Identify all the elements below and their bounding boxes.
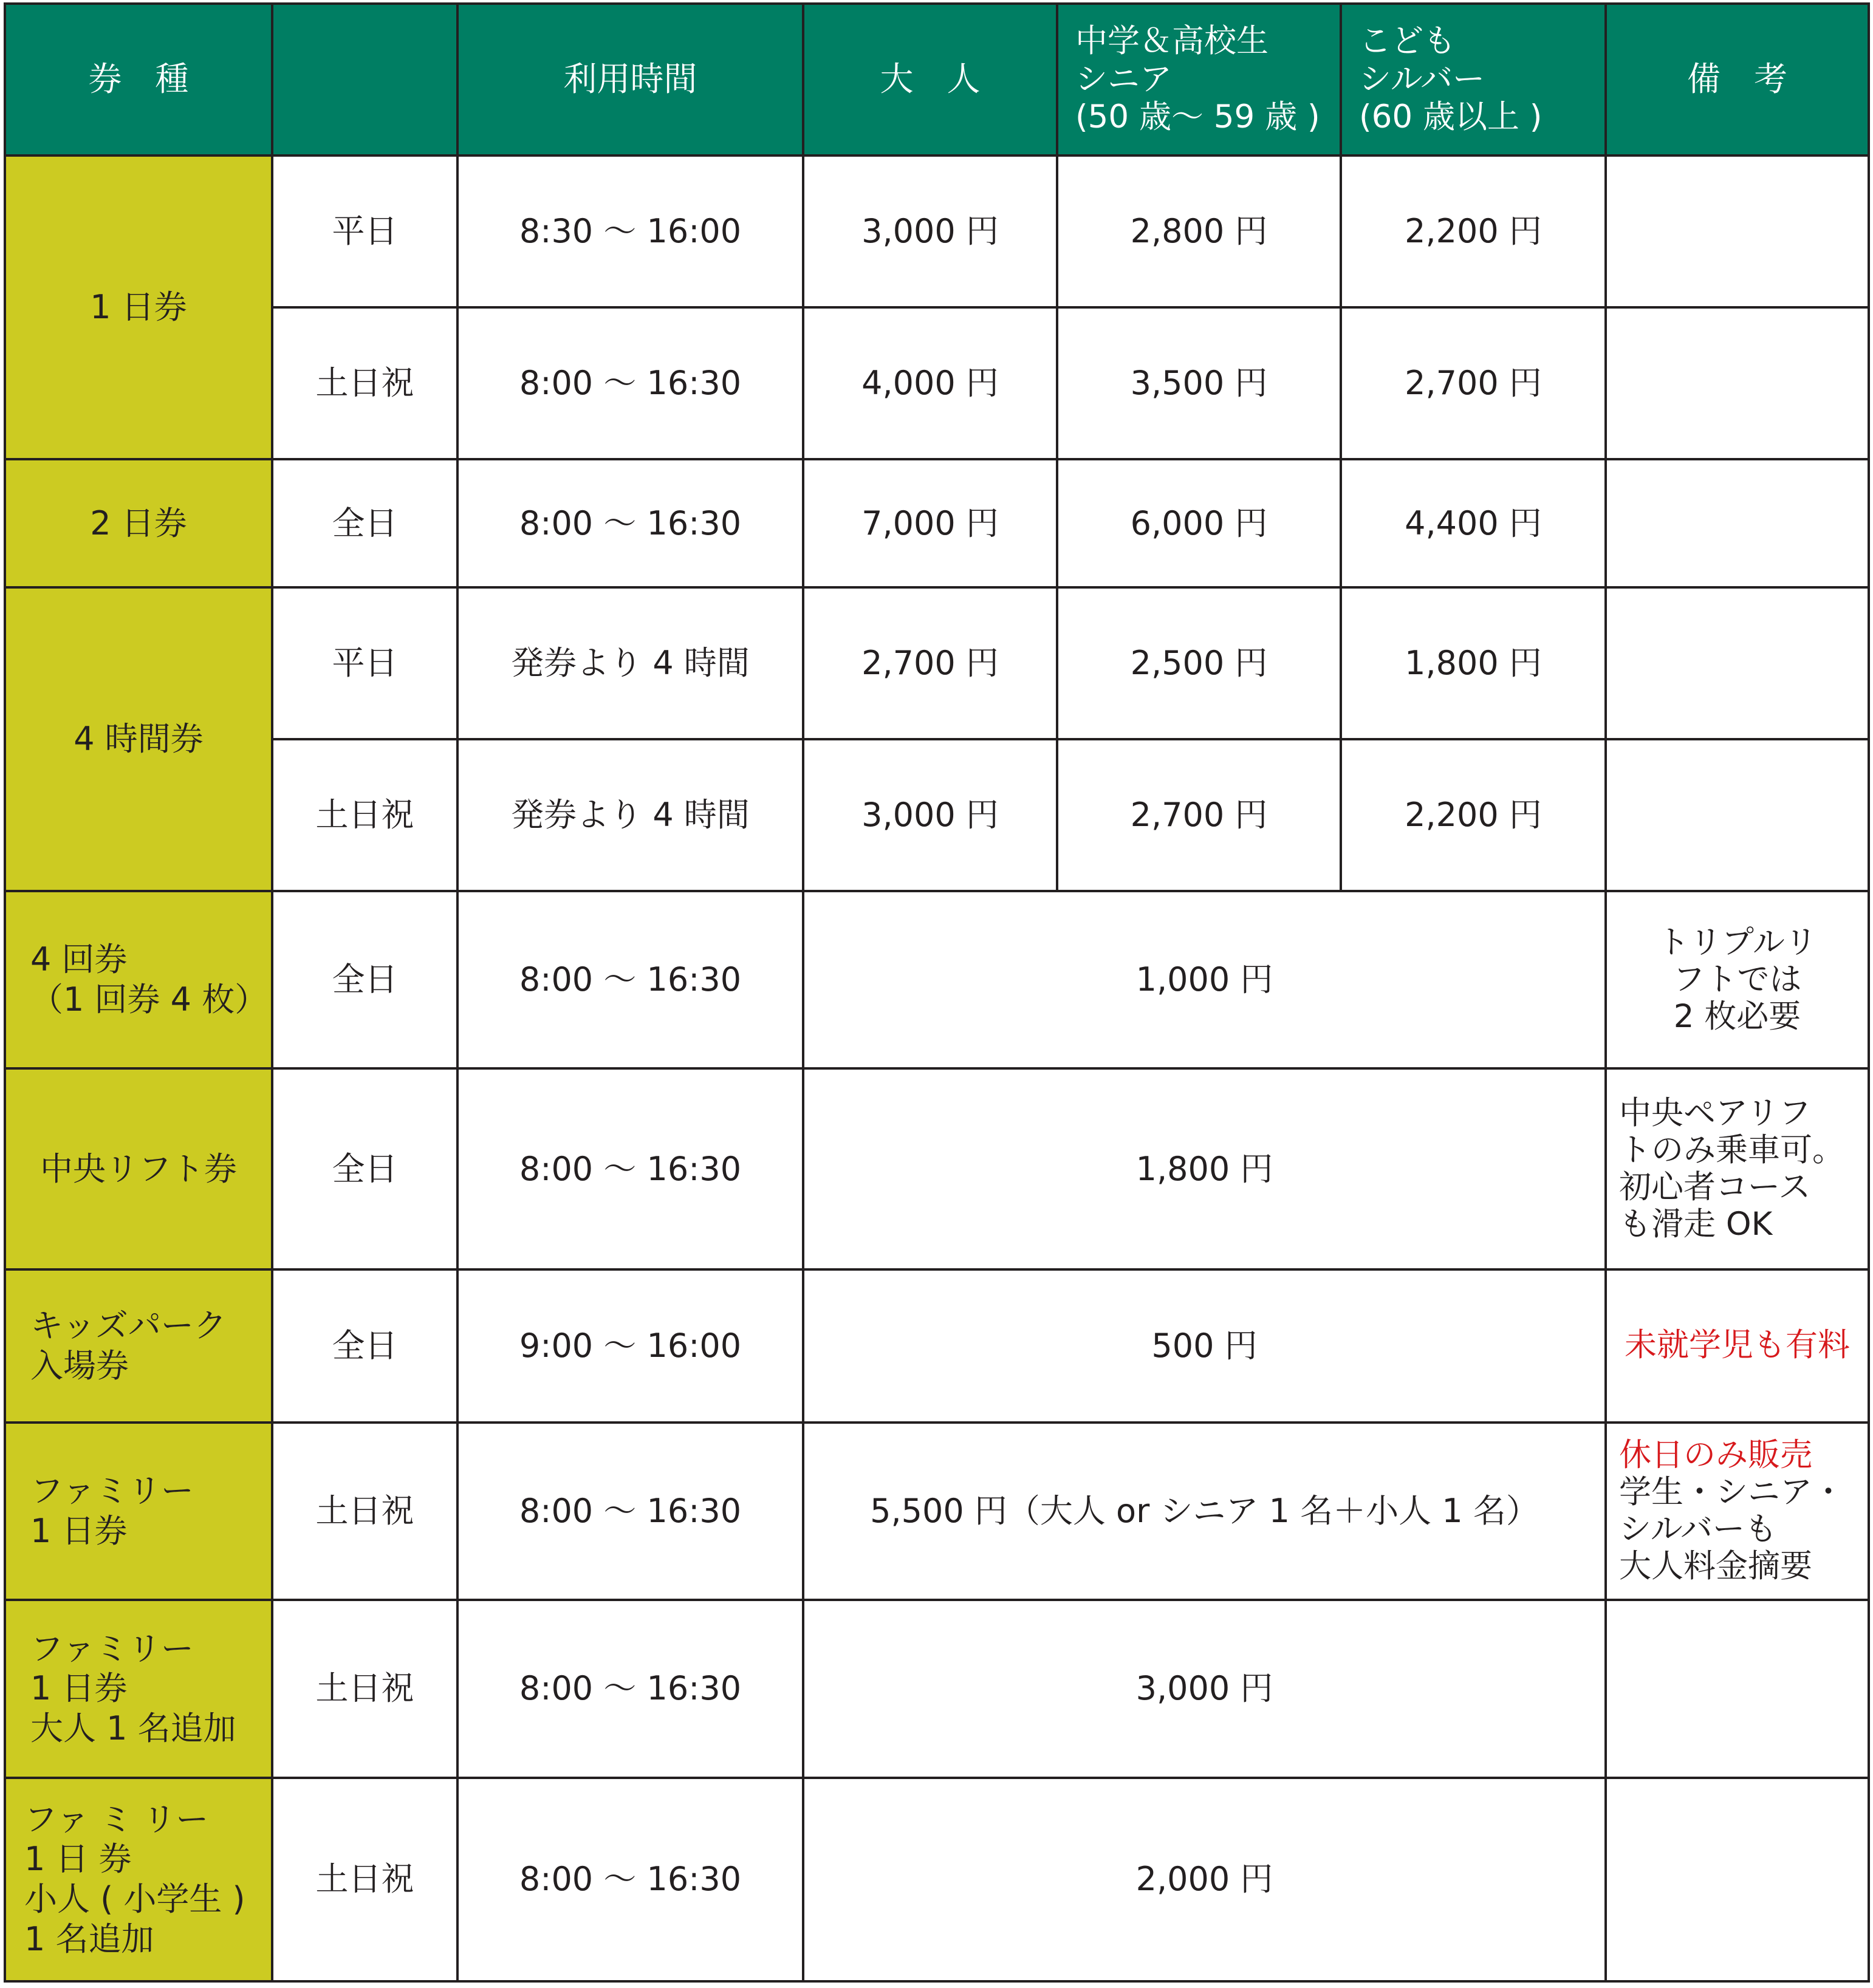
header-period <box>272 4 457 155</box>
period-cell: 平日 <box>272 587 457 739</box>
period-cell: 平日 <box>272 155 457 307</box>
hours-cell: 8:00 〜 16:30 <box>457 1068 803 1269</box>
period-cell: 土日祝 <box>272 739 457 891</box>
period-cell: 土日祝 <box>272 1423 457 1600</box>
table-row <box>5 1600 1869 1777</box>
note-line: 2 枚必要 <box>1673 997 1801 1035</box>
price-adult: 3,000 円 <box>803 739 1057 891</box>
table-row <box>5 1068 1869 1269</box>
hours-cell: 8:30 〜 16:00 <box>457 155 803 307</box>
type-line: 小人 ( 小学生 ) <box>24 1880 245 1919</box>
hours-cell: 発券より 4 時間 <box>457 739 803 891</box>
price-child: 2,200 円 <box>1341 739 1606 891</box>
header-child-line3: (60 歳以上 ) <box>1359 98 1543 136</box>
type-line: 1 日券 <box>30 1669 128 1708</box>
hours-cell: 8:00 〜 16:30 <box>457 459 803 587</box>
header-hours: 利用時間 <box>457 4 803 155</box>
ticket-type-four-hour: 4 時間券 <box>5 587 272 891</box>
note-line-red: 休日のみ販売 <box>1619 1436 1812 1474</box>
price-adult: 3,000 円 <box>803 155 1057 307</box>
ticket-type-family-adult <box>5 1600 272 1777</box>
type-line: ファミリー <box>30 1472 194 1511</box>
type-line: ファミリー <box>30 1629 194 1668</box>
note-line: トのみ乗車可。 <box>1619 1131 1844 1169</box>
type-line: （1 回券 4 枚） <box>30 980 268 1019</box>
table-row <box>5 155 1869 307</box>
period-cell: 全日 <box>272 1068 457 1269</box>
ticket-type-one-day: 1 日券 <box>5 155 272 459</box>
table-row <box>5 459 1869 587</box>
type-line: キッズパーク <box>30 1307 227 1345</box>
note-line: シルバーも <box>1619 1511 1777 1548</box>
type-line: 大人 1 名追加 <box>30 1709 236 1748</box>
header-notes: 備 考 <box>1606 4 1869 155</box>
type-line: 4 回券 <box>30 940 128 979</box>
note-cell <box>1606 1600 1869 1777</box>
price-adult: 2,700 円 <box>803 587 1057 739</box>
note-cell <box>1606 459 1869 587</box>
header-ticket-type: 券 種 <box>5 4 272 155</box>
price-child: 1,800 円 <box>1341 587 1606 739</box>
ticket-price-table <box>4 2 1870 1983</box>
table-row <box>5 587 1869 739</box>
price-child: 2,700 円 <box>1341 307 1606 459</box>
price-adult: 7,000 円 <box>803 459 1057 587</box>
period-cell: 土日祝 <box>272 1600 457 1777</box>
note-line: フトでは <box>1673 960 1802 998</box>
note-cell <box>1606 1423 1869 1600</box>
period-cell: 土日祝 <box>272 307 457 459</box>
note-cell <box>1606 891 1869 1068</box>
price-all: 2,000 円 <box>803 1778 1606 1981</box>
period-cell: 全日 <box>272 459 457 587</box>
price-junior: 2,800 円 <box>1057 155 1341 307</box>
price-junior: 6,000 円 <box>1057 459 1341 587</box>
hours-cell: 8:00 〜 16:30 <box>457 307 803 459</box>
note-cell <box>1606 587 1869 739</box>
price-junior: 2,700 円 <box>1057 739 1341 891</box>
note-cell <box>1606 1068 1869 1269</box>
period-cell: 全日 <box>272 891 457 1068</box>
price-all: 5,500 円（大人 or シニア 1 名＋小人 1 名） <box>803 1423 1606 1600</box>
type-line: 1 日券 <box>30 1512 128 1551</box>
hours-cell: 発券より 4 時間 <box>457 587 803 739</box>
header-child-line1: こども <box>1359 22 1456 60</box>
period-cell: 全日 <box>272 1269 457 1423</box>
hours-cell: 8:00 〜 16:30 <box>457 1778 803 1981</box>
ticket-type-two-day: 2 日券 <box>5 459 272 587</box>
price-all: 1,000 円 <box>803 891 1606 1068</box>
period-cell: 土日祝 <box>272 1778 457 1981</box>
header-junior-line3: (50 歳〜 59 歳 ) <box>1075 98 1320 136</box>
table-row <box>5 1778 1869 1981</box>
note-cell-red: 未就学児も有料 <box>1606 1269 1869 1423</box>
table-row <box>5 739 1869 891</box>
price-adult: 4,000 円 <box>803 307 1057 459</box>
price-junior: 3,500 円 <box>1057 307 1341 459</box>
price-all: 500 円 <box>803 1269 1606 1423</box>
ticket-type-family-child <box>5 1778 272 1981</box>
header-junior-senior <box>1057 4 1341 155</box>
note-cell <box>1606 739 1869 891</box>
price-child: 2,200 円 <box>1341 155 1606 307</box>
ticket-type-four-ride <box>5 891 272 1068</box>
header-adult: 大 人 <box>803 4 1057 155</box>
price-all: 1,800 円 <box>803 1068 1606 1269</box>
header-child-silver <box>1341 4 1606 155</box>
hours-cell: 9:00 〜 16:00 <box>457 1269 803 1423</box>
hours-cell: 8:00 〜 16:30 <box>457 1600 803 1777</box>
type-line: ファ ミ リー <box>24 1800 209 1839</box>
ticket-type-center-lift: 中央リフト券 <box>5 1068 272 1269</box>
note-line: トリプルリ <box>1657 923 1817 961</box>
table-row <box>5 1423 1869 1600</box>
price-all: 3,000 円 <box>803 1600 1606 1777</box>
note-line: も滑走 OK <box>1619 1205 1773 1243</box>
note-cell <box>1606 1778 1869 1981</box>
note-line: 中央ペアリフ <box>1619 1094 1811 1132</box>
note-line: 大人料金摘要 <box>1619 1548 1812 1585</box>
table-row <box>5 891 1869 1068</box>
header-junior-line2: シニア <box>1075 60 1172 98</box>
table-row <box>5 307 1869 459</box>
ticket-type-kids-park <box>5 1269 272 1423</box>
note-line: 初心者コース <box>1619 1168 1811 1206</box>
note-cell <box>1606 155 1869 307</box>
ticket-type-family <box>5 1423 272 1600</box>
hours-cell: 8:00 〜 16:30 <box>457 891 803 1068</box>
price-child: 4,400 円 <box>1341 459 1606 587</box>
table-row <box>5 1269 1869 1423</box>
type-line: 1 名追加 <box>24 1920 154 1959</box>
note-line: 学生・シニア・ <box>1619 1474 1844 1511</box>
type-line: 1 日 券 <box>24 1840 132 1879</box>
hours-cell: 8:00 〜 16:30 <box>457 1423 803 1600</box>
header-junior-line1: 中学＆高校生 <box>1075 22 1269 60</box>
type-line: 入場券 <box>30 1346 129 1385</box>
note-cell <box>1606 307 1869 459</box>
header-row <box>5 4 1869 155</box>
header-child-line2: シルバー <box>1359 60 1485 98</box>
price-junior: 2,500 円 <box>1057 587 1341 739</box>
